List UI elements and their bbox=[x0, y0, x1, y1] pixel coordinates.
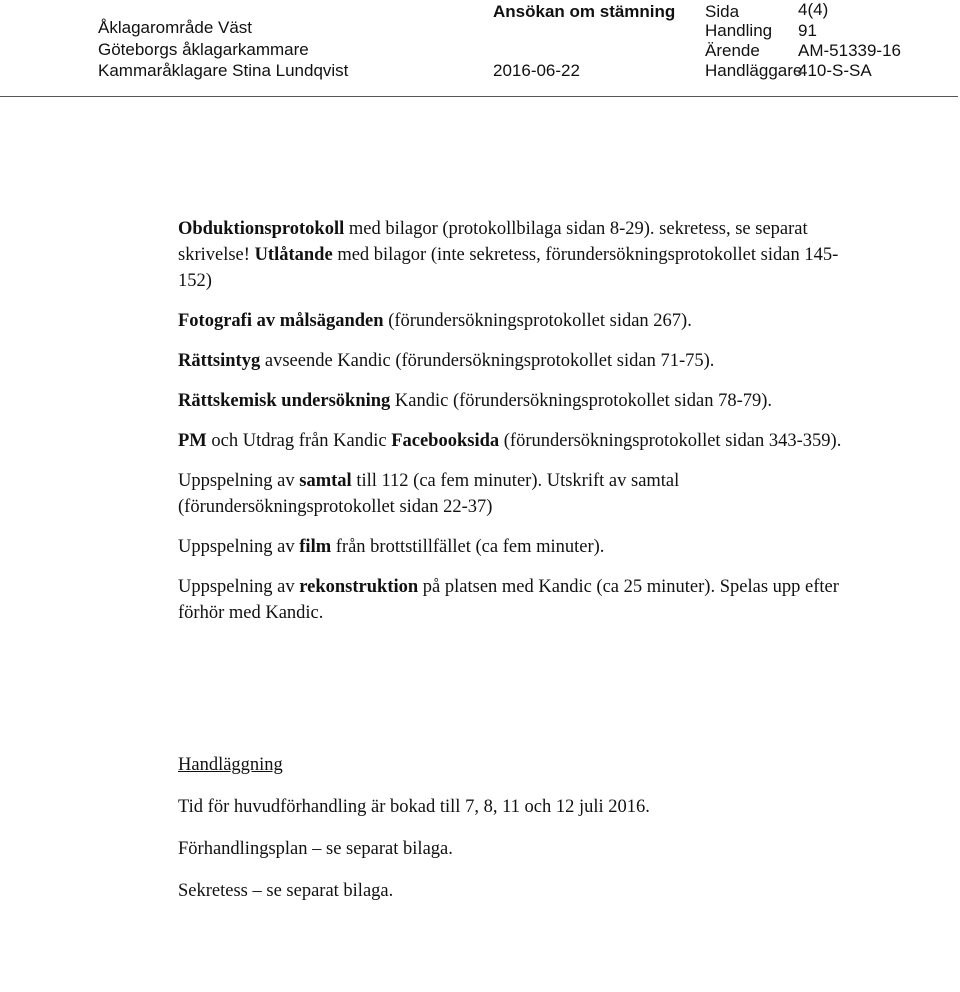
document-title: Ansökan om stämning bbox=[493, 2, 676, 21]
evidence-item-text: avseende Kandic (förundersökningsprotokollet sidan 71-75). bbox=[260, 351, 715, 371]
evidence-item-bold-text: Rättskemisk undersökning bbox=[178, 391, 391, 411]
evidence-item bbox=[178, 428, 858, 454]
evidence-item-text: med bilagor (inte sekretess, förundersökningsprotokollet sidan 145-152) bbox=[178, 245, 839, 291]
evidence-item-bold-text: Utlåtande bbox=[254, 245, 333, 265]
handling-section bbox=[178, 752, 858, 904]
label-handler: Handläggare bbox=[705, 61, 803, 80]
handling-title: Handläggning bbox=[178, 755, 283, 775]
document-body bbox=[178, 216, 858, 920]
evidence-item-bold-text: Facebooksida bbox=[391, 431, 500, 451]
document-date: 2016-06-22 bbox=[493, 61, 580, 80]
value-page: 4(4) bbox=[798, 0, 829, 19]
evidence-item-text: på platsen med Kandic (ca 25 minuter). Spelas upp efter förhör med Kandic. bbox=[178, 577, 839, 623]
header-divider bbox=[0, 96, 958, 97]
header-org: Åklagarområde Väst bbox=[98, 18, 253, 37]
evidence-item-bold-text: Rättsintyg bbox=[178, 351, 261, 371]
evidence-item-bold-text: rekonstruktion bbox=[299, 577, 419, 597]
value-document: 91 bbox=[798, 21, 817, 40]
value-handler: 410-S-SA bbox=[798, 61, 872, 80]
evidence-item bbox=[178, 574, 858, 626]
handling-line: Tid för huvudförhandling är bokad till 7, 8, 11 och 12 juli 2016. bbox=[178, 797, 650, 817]
header-prosecutor: Kammaråklagare Stina Lundqvist bbox=[98, 61, 349, 80]
evidence-item-text: Kandic (förundersökningsprotokollet sidan 78-79). bbox=[390, 391, 773, 411]
label-page: Sida bbox=[705, 2, 740, 21]
evidence-item-text: (förundersökningsprotokollet sidan 267). bbox=[383, 311, 692, 331]
evidence-item-text: Uppspelning av bbox=[178, 537, 300, 557]
handling-line: Sekretess – se separat bilaga. bbox=[178, 881, 394, 901]
evidence-item-text: Uppspelning av bbox=[178, 577, 300, 597]
evidence-item-bold-text: Obduktionsprotokoll bbox=[178, 219, 345, 239]
label-document: Handling bbox=[705, 21, 773, 40]
value-case: AM-51339-16 bbox=[798, 41, 902, 60]
evidence-item-text: till 112 (ca fem minuter). Utskrift av samtal (förundersökningsprotokollet sidan 22-37) bbox=[178, 471, 680, 517]
evidence-item bbox=[178, 534, 858, 560]
evidence-item bbox=[178, 216, 858, 294]
evidence-item-text: Uppspelning av bbox=[178, 471, 300, 491]
evidence-item-text: och Utdrag från Kandic bbox=[206, 431, 392, 451]
handling-line: Förhandlingsplan – se separat bilaga. bbox=[178, 839, 453, 859]
evidence-item-bold-text: film bbox=[299, 537, 332, 557]
evidence-item bbox=[178, 468, 858, 520]
evidence-item-bold-text: Fotografi av målsäganden bbox=[178, 311, 384, 331]
evidence-item-text: (förundersökningsprotokollet sidan 343-359). bbox=[499, 431, 842, 451]
evidence-item-text: med bilagor (protokollbilaga sidan 8-29). sekretess, se separat skrivelse! bbox=[178, 219, 808, 265]
evidence-list bbox=[178, 216, 858, 626]
evidence-item bbox=[178, 348, 858, 374]
label-case: Ärende bbox=[705, 41, 760, 60]
header-office: Göteborgs åklagarkammare bbox=[98, 40, 309, 59]
evidence-item bbox=[178, 388, 858, 414]
evidence-item-bold-text: samtal bbox=[299, 471, 352, 491]
evidence-item bbox=[178, 308, 858, 334]
evidence-item-bold-text: PM bbox=[178, 431, 207, 451]
evidence-item-text: från brottstillfället (ca fem minuter). bbox=[331, 537, 605, 557]
